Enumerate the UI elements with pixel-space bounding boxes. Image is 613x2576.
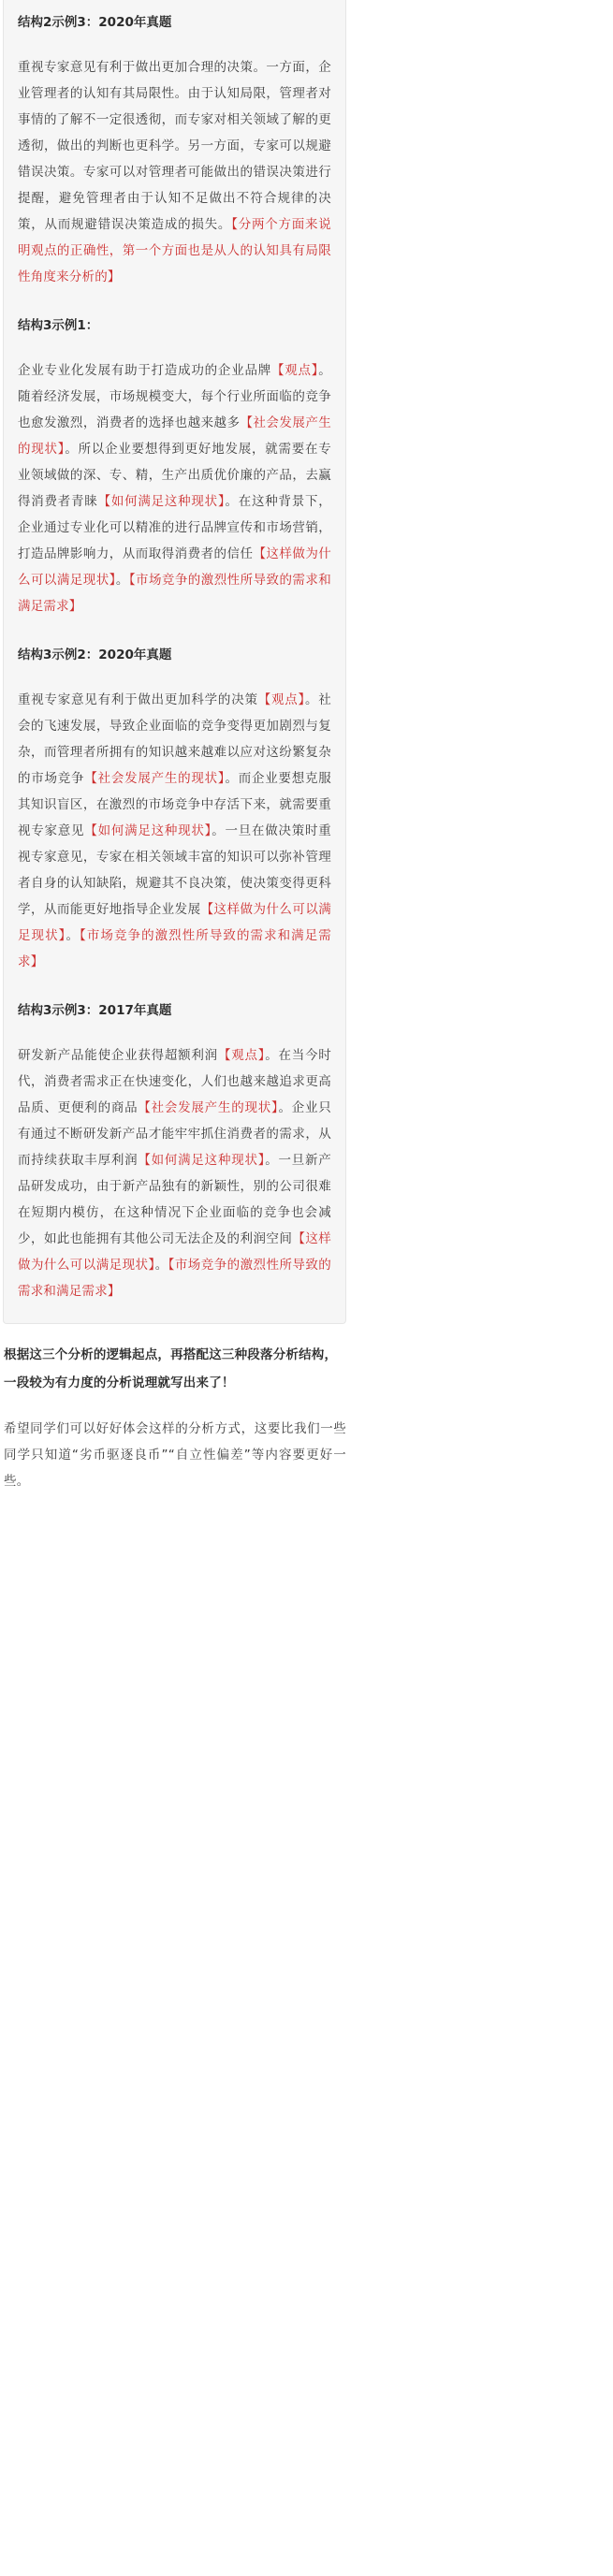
paragraph-text: 。社会的飞速发展，导致企业面临的竞争变得更加剧烈与复杂，而管理者所拥有的知识越来越难以应对这纷繁复杂的市场竞争 xyxy=(18,692,331,786)
paragraph-text: 重视专家意见有利于做出更加科学的决策 xyxy=(18,692,258,707)
paragraph-text: 。一旦在做决策时重视专家意见，专家在相关领域丰富的知识可以弥补管理者自身的认知缺陷，规避其不良决策，使决策变得更科学，从而能更好地指导企业发展 xyxy=(18,823,331,917)
paragraph-text: 。在这种背景下，企业通过专业化可以精准的进行品牌宣传和市场营销，打造品牌影响力，从而取得消费者的信任 xyxy=(18,494,331,561)
examples-card xyxy=(3,0,346,1324)
paragraph-text: 。企业只有通过不断研发新产品才能牢牢抓住消费者的需求，从而持续获取丰厚利润 xyxy=(18,1100,331,1168)
annotation-highlight: 【观点】 xyxy=(270,363,319,378)
section-paragraph xyxy=(18,687,331,975)
section-title: 结构3示例1： xyxy=(18,318,99,333)
annotation-highlight: 【这样做为什么可以满足现状】 xyxy=(18,546,331,588)
paragraph-text: 。 xyxy=(154,1258,168,1273)
closing-paragraph: 希望同学们可以好好体会这样的分析方式，这要比我们一些同学只知道“劣币驱逐良币”“自立性偏差”等内容要更好一些。 xyxy=(4,1421,346,1489)
annotation-highlight: 【这样做为什么可以满足现状】 xyxy=(18,1231,331,1273)
section-title: 结构3示例3：2017年真题 xyxy=(18,1003,172,1018)
annotation-highlight: 【这样做为什么可以满足现状】 xyxy=(18,902,331,943)
paragraph-text: 。所以企业要想得到更好地发展，就需要在专业领域做的深、专、精，生产出质优价廉的产品，去赢得消费者青睐 xyxy=(18,442,331,509)
annotation-highlight: 【如何满足这种现状】 xyxy=(138,1153,266,1168)
annotation-highlight: 【如何满足这种现状】 xyxy=(97,494,226,509)
annotation-highlight: 【市场竞争的激烈性所导致的需求和满足需求】 xyxy=(18,573,332,614)
annotation-highlight: 【社会发展产生的现状】 xyxy=(138,1100,279,1115)
annotation-highlight: 【社会发展产生的现状】 xyxy=(18,415,331,457)
section-title: 结构3示例2：2020年真题 xyxy=(18,648,172,662)
paragraph-text: 。而企业要想克服其知识盲区，在激烈的市场竞争中存活下来，就需要重视专家意见 xyxy=(18,771,331,838)
paragraph-text: 。 xyxy=(115,573,129,588)
paragraph-text: 研发新产品能使企业获得超额利润 xyxy=(18,1048,218,1063)
section-title: 结构2示例3：2020年真题 xyxy=(18,15,172,30)
paragraph-text: 。在当今时代，消费者需求正在快速变化，人们也越来越追求更高品质、更便利的商品 xyxy=(18,1048,331,1115)
annotation-highlight: 【市场竞争的激烈性所导致的需求和满足需求】 xyxy=(18,1258,331,1299)
paragraph-text: 企业专业化发展有助于打造成功的企业品牌 xyxy=(18,363,271,378)
section-paragraph xyxy=(18,1042,331,1304)
annotation-highlight: 【分两个方面来说明观点的正确性，第一个方面也是从人的认知具有局限性角度来分析的】 xyxy=(18,217,331,284)
annotation-highlight: 【如何满足这种现状】 xyxy=(84,823,212,838)
example-section xyxy=(18,13,331,290)
example-section xyxy=(18,316,331,619)
section-paragraph xyxy=(18,54,331,290)
example-section xyxy=(18,646,331,975)
paragraph-text: 。随着经济发展，市场规模变大，每个行业所面临的竞争也愈发激烈，消费者的选择也越来越多 xyxy=(18,363,331,430)
annotation-highlight: 【观点】 xyxy=(217,1048,266,1063)
paragraph-text: 。一旦新产品研发成功，由于新产品独有的新颖性，别的公司很难在短期内模仿，在这种情况下企业面临的竞争也会减少，如此也能拥有其他公司无法企及的利润空间 xyxy=(18,1153,331,1246)
paragraph-text: 。 xyxy=(66,928,80,943)
paragraph-text: 重视专家意见有利于做出更加合理的决策。一方面，企业管理者的认知有其局限性。由于认知局限，管理者对事情的了解不一定很透彻，而专家对相关领域了解的更透彻，做出的判断也更科学。另一方面，专家可以规避错误决策。专家可以对管理者可能做出的错误决策进行提醒，避免管理者由于认知不足做出不符合规律的决策，从而规避错误决策造成的损失。 xyxy=(18,60,331,232)
article-body xyxy=(0,1324,350,1494)
section-paragraph xyxy=(18,357,331,619)
example-section xyxy=(18,1001,331,1304)
annotation-highlight: 【市场竞争的激烈性所导致的需求和满足需求】 xyxy=(18,928,331,969)
annotation-highlight: 【社会发展产生的现状】 xyxy=(84,771,226,786)
conclusion-paragraph: 根据这三个分析的逻辑起点，再搭配这三种段落分析结构，一段较为有力度的分析说理就写出来了！ xyxy=(4,1347,338,1390)
annotation-highlight: 【观点】 xyxy=(257,692,306,707)
